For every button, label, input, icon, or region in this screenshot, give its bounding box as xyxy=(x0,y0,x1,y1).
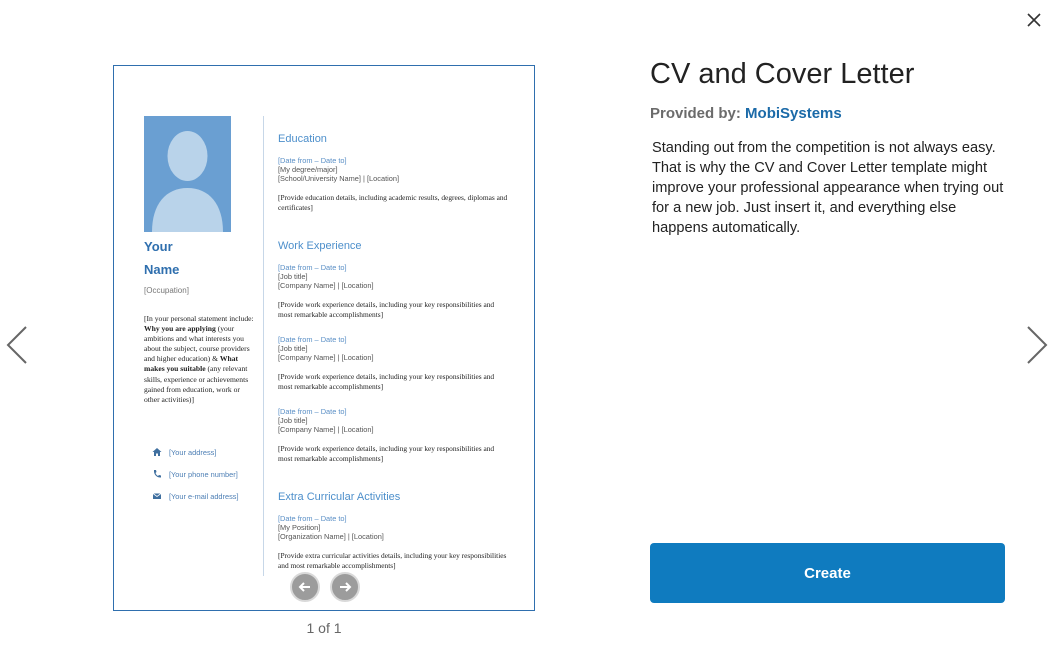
chevron-left-icon xyxy=(4,323,30,367)
cv-document xyxy=(114,66,534,610)
home-icon xyxy=(152,447,162,457)
cv-work-job: [Job title] xyxy=(278,416,308,425)
provided-by-label: Provided by: xyxy=(650,105,741,122)
provided-by xyxy=(650,105,842,122)
cv-extra-organization: [Organization Name] | [Location] xyxy=(278,532,384,541)
cv-work-details: [Provide work experience details, including your key responsibilities and most remarkable accomplishments] xyxy=(278,372,495,391)
previous-template-button[interactable] xyxy=(4,323,30,367)
cv-extra-position: [My Position] xyxy=(278,523,321,532)
cv-work-date: [Date from – Date to] xyxy=(278,407,347,416)
arrow-right-icon xyxy=(337,579,353,595)
next-template-button[interactable] xyxy=(1024,323,1050,367)
cv-work-date: [Date from – Date to] xyxy=(278,335,347,344)
template-preview xyxy=(113,65,535,611)
cv-name-last: Name xyxy=(144,262,180,277)
cv-work-job: [Job title] xyxy=(278,344,308,353)
template-title: CV and Cover Letter xyxy=(650,58,915,90)
template-description: Standing out from the competition is not always easy. That is why the CV and Cover Letter template might improve your professional appearance when trying out for a new job. Just insert it, and everything else happens automatically. xyxy=(652,140,1004,236)
person-silhouette-icon xyxy=(144,116,231,232)
close-button[interactable] xyxy=(1024,10,1044,30)
cv-work-company: [Company Name] | [Location] xyxy=(278,353,374,362)
cv-name-first: Your xyxy=(144,239,173,254)
provider-link[interactable]: MobiSystems xyxy=(745,105,842,122)
cv-section-extra-title: Extra Curricular Activities xyxy=(278,491,401,503)
chevron-right-icon xyxy=(1024,323,1050,367)
cv-section-work-title: Work Experience xyxy=(278,240,362,252)
cv-column-divider xyxy=(263,116,264,576)
cv-personal-statement: [In your personal statement include: Why you are applying (your ambitions and what interests you about the subject, course providers and higher education) & What makes you suitable (any relevant skills, experience or achievements gained from education, work or other activities)] xyxy=(144,314,254,404)
cv-work-job: [Job title] xyxy=(278,272,308,281)
cv-occupation: [Occupation] xyxy=(144,286,189,295)
cv-education-school: [School/University Name] | [Location] xyxy=(278,174,400,183)
close-icon xyxy=(1024,10,1044,30)
envelope-icon xyxy=(152,491,162,501)
cv-contact-phone: [Your phone number] xyxy=(152,468,238,480)
cv-work-details: [Provide work experience details, including your key responsibilities and most remarkable accomplishments] xyxy=(278,300,495,319)
cv-extra-details: [Provide extra curricular activities details, including your key responsibilities and most remarkable accomplishments] xyxy=(278,551,507,570)
cv-work-date: [Date from – Date to] xyxy=(278,263,347,272)
cv-work-details: [Provide work experience details, including your key responsibilities and most remarkable accomplishments] xyxy=(278,444,495,463)
cv-education-details: [Provide education details, including academic results, degrees, diplomas and certificates] xyxy=(278,193,508,212)
page-counter: 1 of 1 xyxy=(306,620,342,636)
cv-extra-date: [Date from – Date to] xyxy=(278,514,347,523)
create-button[interactable]: Create xyxy=(650,543,1005,603)
cv-work-company: [Company Name] | [Location] xyxy=(278,281,374,290)
cv-work-company: [Company Name] | [Location] xyxy=(278,425,374,434)
cv-education-degree: [My degree/major] xyxy=(278,165,338,174)
preview-prev-page-button[interactable] xyxy=(290,572,320,602)
cv-contact-email: [Your e-mail address] xyxy=(152,490,239,502)
cv-section-education-title: Education xyxy=(278,133,327,145)
preview-next-page-button[interactable] xyxy=(330,572,360,602)
cv-education-date: [Date from – Date to] xyxy=(278,156,347,165)
phone-icon xyxy=(152,469,162,479)
arrow-left-icon xyxy=(297,579,313,595)
cv-contact-address: [Your address] xyxy=(152,446,216,458)
profile-photo-placeholder xyxy=(144,116,231,232)
